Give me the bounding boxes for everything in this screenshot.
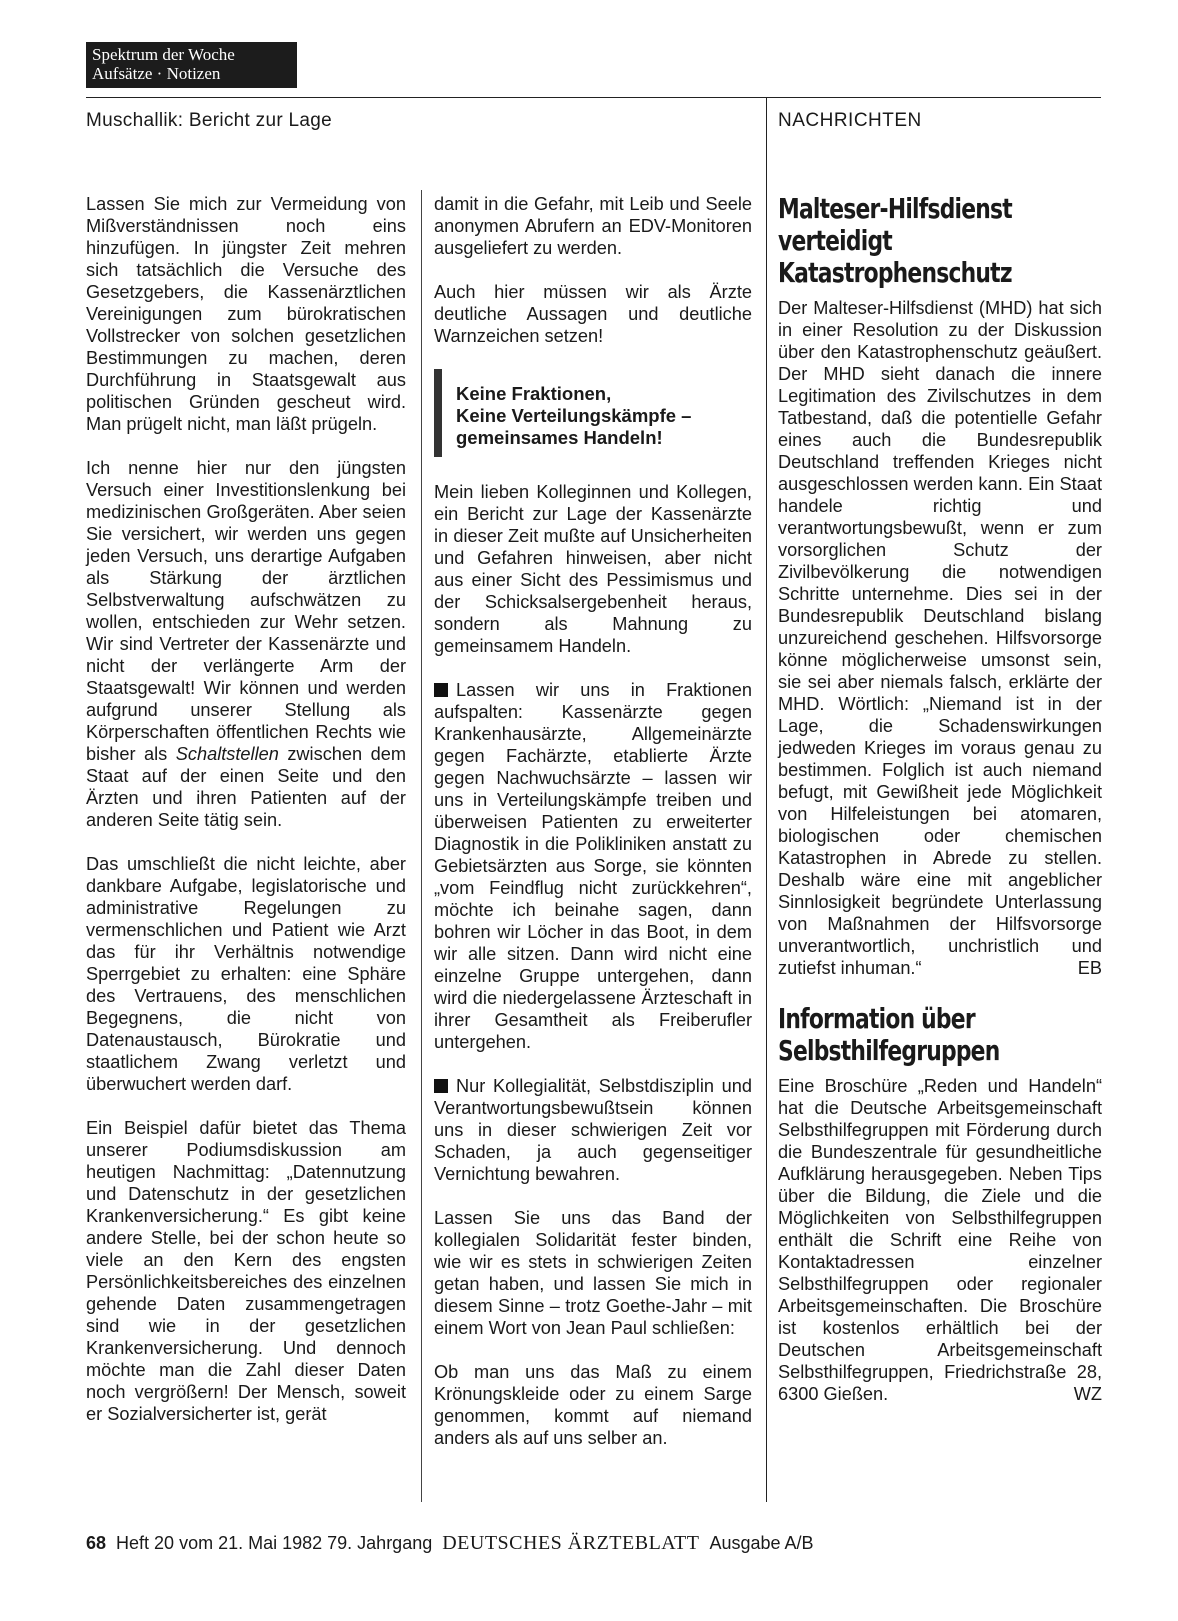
paragraph: Das umschließt die nicht leichte, aber dankbare Aufgabe, legislatorische und administrative Regelungen zu vermenschlichen und Patient wie Arzt das für ihr Verhältnis notwendige Sperrgebiet zu erhalten: eine Sphäre des Vertrauens, des menschlichen Begegnens, die nicht von Datenaustausch, Bürokratie und staatlichem Zwang verletzt und überwuchert werden darf. — [86, 854, 406, 1094]
headline-line: Selbsthilfegruppen — [778, 1034, 1000, 1067]
news-headline-1 — [778, 193, 1102, 289]
issue-info: Heft 20 vom 21. Mai 1982 79. Jahrgang — [116, 1533, 433, 1553]
section-title-left: Muschallik: Bericht zur Lage — [86, 110, 333, 131]
headline-line: Information über — [778, 1002, 975, 1035]
square-bullet-icon — [434, 1079, 448, 1093]
subheading-line: Keine Fraktionen, — [456, 383, 612, 404]
author-signature: EB — [1077, 958, 1102, 978]
paragraph: Ein Beispiel dafür bietet das Thema unserer Podiumsdiskussion am heutigen Nachmittag: „Datennutzung und Datenschutz in der gesetzlichen Krankenversicherung.“ Es gibt keine andere Stelle, bei der schon heute so viele an den Kern des engsten Persönlichkeitsbereiches des einzelnen gehende Daten zusammengetragen sind wie in der gesetzlichen Krankenversicherung. Und dennoch möchte man die Zahl dieser Daten noch vergrößern! Der Mensch, soweit er Sozialversicherter ist, gerät — [86, 1118, 406, 1424]
paragraph: Lassen Sie mich zur Vermeidung von Mißverständnissen noch eins hinzufügen. In jüngster Zeit mehren sich tatsächlich die Versuche des Gesetzgebers, die Kassenärztlichen Vereinigungen zum bürokratischen Vollstrecker von solchen gesetzlichen Bestimmungen zu machen, deren Durchführung in Staatsgewalt aus politischen Gründen gescheut wird. Man prügelt nicht, man läßt prügeln. — [86, 194, 406, 434]
masthead-line-1: Spektrum der Woche — [92, 45, 235, 64]
news-column — [778, 193, 1102, 1429]
edition-info: Ausgabe A/B — [709, 1533, 814, 1553]
paragraph-text: Eine Broschüre „Reden und Handeln“ hat die Deutsche Arbeitsgemeinschaft Selbsthilfegruppen mit Förderung durch die Bundeszentrale für gesundheitliche Aufklärung herausgegeben. Neben Tips über die Bildung, die Ziele und die Möglichkeiten von Selbsthilfegruppen enthält die Schrift eine Reihe von Kontaktadressen einzelner Selbsthilfegruppen oder regionaler Arbeitsgemeinschaften. Die Broschüre ist kostenlos erhältlich bei der Deutschen Arbeitsgemeinschaft Selbsthilfegruppen, Friedrichstraße 28, 6300 Gießen. — [778, 1076, 1102, 1404]
article-column-2 — [434, 193, 752, 1471]
paragraph — [86, 457, 406, 831]
paragraph-text: Der Malteser-Hilfsdienst (MHD) hat sich in einer Resolution zu der Diskussion über den Katastrophenschutz geäußert. Der MHD sieht danach die innere Legitimation des Zivilschutzes in dem Tatbestand, daß die potentielle Gefahr eines auch die Bundesrepublik Deutschland treffenden Krieges nicht ausgeschlossen werden kann. Ein Staat handele richtig und verantwortungsbewußt, wenn er zum vorsorglichen Schutz der Zivilbevölkerung die notwendigen Schritte unternehme. Dies sei in der Bundesrepublik Deutschland bislang unzureichend geschehen. Hilfsvorsorge könne möglicherweise umsonst sein, sie sei aber niemals falsch, erklärte der MHD. Wörtlich: „Niemand ist in der Lage, die Schadenswirkungen jedweden Krieges im voraus genau zu bestimmen. Folglich ist auch niemand befugt, mit Gewißheit jede Möglichkeit von Hilfeleistungen bei atomaren, biologischen oder chemischen Katastrophen in Abrede zu stellen. Deshalb wäre eine mit angeblicher Sinnlosigkeit begründete Unterlassung von Maßnahmen der Hilfsvorsorge unverantwortlich, unchristlich und zutiefst inhuman.“ — [778, 298, 1102, 978]
subheading-bar — [434, 369, 442, 457]
paragraph-text: zwischen dem Staat auf der einen Seite und den Ärzten und ihren Patienten auf der anderen Seite tätig sein. — [86, 744, 406, 830]
masthead — [86, 42, 297, 88]
paragraph-text: Nur Kollegialität, Selbstdisziplin und Verantwortungsbewußtsein können uns in dieser schwierigen Zeit vor Schaden, ja auch gegenseitiger Vernichtung bewahren. — [434, 1076, 752, 1184]
page-number: 68 — [86, 1533, 107, 1553]
emphasis-text: Schaltstellen — [175, 744, 279, 764]
subheading-line: Keine Verteilungskämpfe – — [456, 405, 692, 426]
page-footer — [86, 1532, 814, 1555]
paragraph: Ob man uns das Maß zu einem Krönungskleide oder zu einem Sarge genommen, kommt auf niemand anders als auf uns selber an. — [434, 1362, 752, 1448]
news-headline-2 — [778, 1003, 1102, 1067]
paragraph — [434, 1075, 752, 1185]
square-bullet-icon — [434, 683, 448, 697]
news-paragraph — [778, 297, 1102, 979]
headline-line: Malteser-Hilfsdienst — [778, 192, 1012, 225]
masthead-line-2: Aufsätze · Notizen — [92, 64, 221, 83]
subheading-line: gemeinsames Handeln! — [456, 427, 663, 448]
news-paragraph — [778, 1075, 1102, 1405]
column-divider-middle — [421, 190, 422, 1502]
subheading — [434, 369, 752, 457]
header-rule — [86, 97, 1101, 98]
headline-line: Katastrophenschutz — [778, 256, 1012, 289]
paragraph-text: Lassen wir uns in Fraktionen aufspalten: Kassenärzte gegen Krankenhausärzte, Allgemeinärzte gegen Fachärzte, etablierte Ärzte gegen Nachwuchsärzte – lassen wir uns in Verteilungskämpfe treiben und überweisen Patienten zu erweiterter Diagnostik in die Polikliniken anstatt zu Gebietsärzten aus Sorge, sie könnten „vom Feindflug nicht zurückkehren“, möchte ich beinahe sagen, dann bohren wir Löcher in das Boot, in dem wir alle sitzen. Dann wird nicht eine einzelne Gruppe untergehen, dann wird die niedergelassene Ärzteschaft in ihrer Gesamtheit als Freiberufler untergehen. — [434, 680, 752, 1052]
journal-name: DEUTSCHES ÄRZTEBLATT — [442, 1532, 700, 1554]
paragraph-text: Ich nenne hier nur den jüngsten Versuch einer Investitionslenkung bei medizinischen Großgeräten. Aber seien Sie versichert, wir werden uns gegen jeden Versuch, uns derartige Aufgaben als Stärkung der ärztlichen Selbstverwaltung aufschwätzen zu wollen, entschieden zur Wehr setzen. Wir sind Vertreter der Kassenärzte und nicht der verlängerte Arm der Staatsgewalt! Wir können und werden aufgrund unserer Stellung als Körperschaften öffentlichen Rechts wie bisher als — [86, 458, 406, 764]
paragraph: Mein lieben Kolleginnen und Kollegen, ein Bericht zur Lage der Kassenärzte in dieser Zeit mußte auf Unsicherheiten und Gefahren hinweisen, aber nicht aus einer Sicht des Pessimismus und der Schicksalsergebenheit heraus, sondern als Mahnung zu gemeinsamem Handeln. — [434, 482, 752, 656]
paragraph — [434, 679, 752, 1053]
paragraph: damit in die Gefahr, mit Leib und Seele anonymen Abrufern an EDV-Monitoren ausgeliefert zu werden. — [434, 194, 752, 258]
headline-line: verteidigt — [778, 224, 892, 257]
column-divider-right — [766, 97, 767, 1502]
author-signature: WZ — [1073, 1384, 1102, 1404]
paragraph: Auch hier müssen wir als Ärzte deutliche Aussagen und deutliche Warnzeichen setzen! — [434, 282, 752, 346]
paragraph: Lassen Sie uns das Band der kollegialen Solidarität fester binden, wie wir es stets in schwierigen Zeiten getan haben, und lassen Sie mich in diesem Sinne – trotz Goethe-Jahr – mit einem Wort von Jean Paul schließen: — [434, 1208, 752, 1338]
section-title-right: NACHRICHTEN — [778, 110, 922, 131]
article-column-1 — [86, 193, 406, 1447]
